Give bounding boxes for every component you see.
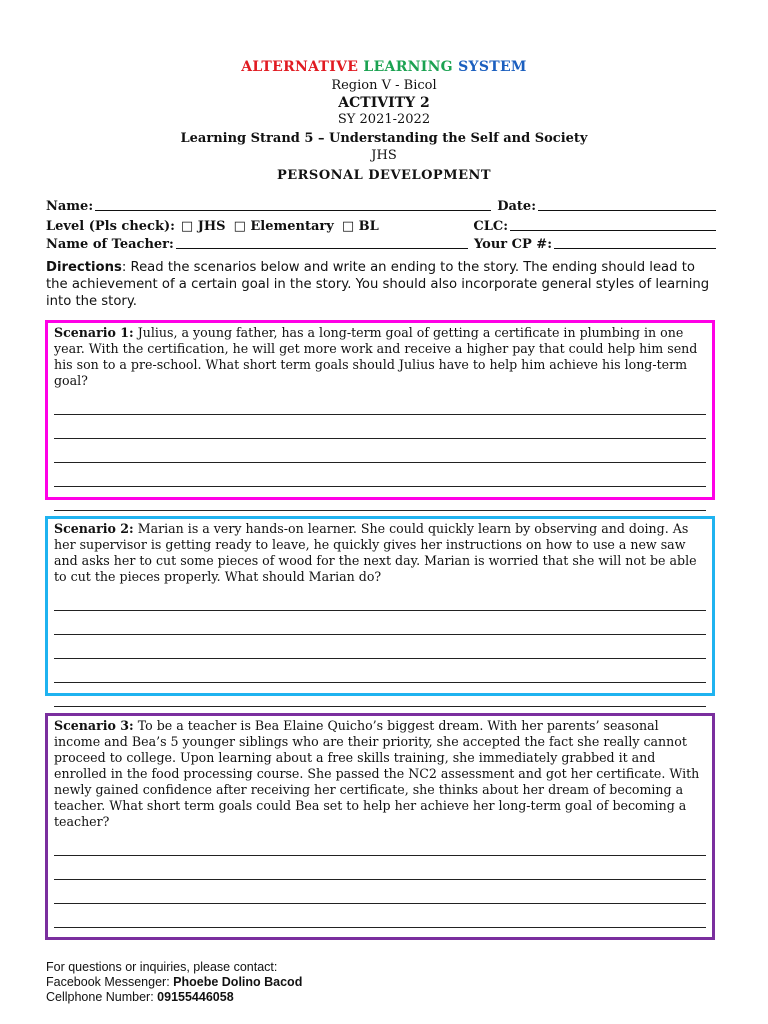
title-word-system: SYSTEM xyxy=(458,59,527,75)
document-header xyxy=(0,56,768,164)
scenario-1-text xyxy=(54,325,706,389)
answer-line[interactable] xyxy=(54,683,706,707)
answer-line[interactable] xyxy=(54,856,706,880)
name-date-row xyxy=(46,196,716,214)
phone-label: Cellphone Number: xyxy=(46,990,158,1004)
phone-line xyxy=(46,990,302,1005)
level-option-bl[interactable]: □ BL xyxy=(341,219,379,234)
level-label: Level (Pls check): xyxy=(46,219,175,234)
answer-line[interactable] xyxy=(54,832,706,856)
school-year: SY 2021-2022 xyxy=(337,112,431,127)
answer-line[interactable] xyxy=(54,439,706,463)
date-label: Date: xyxy=(497,199,536,214)
clc-field[interactable] xyxy=(510,229,716,231)
scenario-3-label: Scenario 3: xyxy=(54,718,134,733)
scenario-1-label: Scenario 1: xyxy=(54,325,134,340)
program-title xyxy=(0,56,768,78)
teacher-field[interactable] xyxy=(176,247,468,249)
scenario-1-box xyxy=(45,320,715,500)
scenario-2-label: Scenario 2: xyxy=(54,521,134,536)
title-word-learning: LEARNING xyxy=(363,59,453,75)
answer-line[interactable] xyxy=(54,611,706,635)
date-field[interactable] xyxy=(538,209,716,211)
answer-line[interactable] xyxy=(54,487,706,511)
answer-line[interactable] xyxy=(54,880,706,904)
title-word-alternative: ALTERNATIVE xyxy=(241,59,359,75)
answer-line[interactable] xyxy=(54,463,706,487)
scenario-3-text xyxy=(54,718,706,830)
answer-line[interactable] xyxy=(54,904,706,928)
phone-number: 09155446058 xyxy=(157,990,234,1004)
messenger-line xyxy=(46,975,302,990)
name-field[interactable] xyxy=(95,209,491,211)
level-clc-row xyxy=(46,216,716,234)
directions-label: Directions xyxy=(46,260,122,275)
section-title: PERSONAL DEVELOPMENT xyxy=(276,168,492,183)
directions xyxy=(46,259,720,310)
scenario-1-answer-lines[interactable] xyxy=(54,391,706,511)
messenger-label: Facebook Messenger: xyxy=(46,975,174,989)
level-option-elementary[interactable]: □ Elementary xyxy=(233,219,334,234)
answer-line[interactable] xyxy=(54,635,706,659)
answer-line[interactable] xyxy=(54,587,706,611)
cp-field[interactable] xyxy=(554,247,716,249)
teacher-label: Name of Teacher: xyxy=(46,237,174,252)
name-label: Name: xyxy=(46,199,94,214)
directions-text: : Read the scenarios below and write an ending to the story. The ending should lead to the achievement of a certain goal in the story. You should also incorporate general styles of learning into the story. xyxy=(46,260,710,309)
scenario-2-answer-lines[interactable] xyxy=(54,587,706,707)
scenario-2-box xyxy=(45,516,715,696)
scenario-3-box xyxy=(45,713,715,940)
scenario-1-body: Julius, a young father, has a long-term goal of getting a certificate in plumbing in one year. With the certification, he will get more work and receive a higher pay that could help him send his son to a pre-school. What short term goals should Julius have to help him achieve his long-term goal? xyxy=(54,325,698,388)
scenario-2-body: Marian is a very hands-on learner. She could quickly learn by observing and doing. As her supervisor is getting ready to leave, he quickly gives her instructions on how to use a new saw and asks her to cut some pieces of wood for the next day. Marian is worried that she will not be able to cut the pieces properly. What should Marian do? xyxy=(54,521,697,584)
contact-footer xyxy=(46,960,302,1005)
answer-line[interactable] xyxy=(54,391,706,415)
level-option-jhs[interactable]: □ JHS xyxy=(180,219,226,234)
clc-label: CLC: xyxy=(473,219,508,234)
contact-intro: For questions or inquiries, please contact: xyxy=(46,960,278,974)
teacher-cp-row xyxy=(46,234,716,252)
region-line: Region V - Bicol xyxy=(331,78,437,93)
cp-label: Your CP #: xyxy=(474,237,552,252)
answer-line[interactable] xyxy=(54,415,706,439)
messenger-name: Phoebe Dolino Bacod xyxy=(173,975,303,989)
scenario-3-body: To be a teacher is Bea Elaine Quicho’s biggest dream. With her parents’ seasonal income and Bea’s 5 younger siblings who are their priority, she accepted the fact she really cannot proceed to college. Upon learning about a free skills training, she immediately grabbed it and enrolled in the food processing course. She passed the NC2 assessment and got her certificate. With newly gained confidence after receiving her certificate, she thinks about her dream of becoming a teacher. What short term goals could Bea set to help her achieve her long-term goal of becoming a teacher? xyxy=(54,718,700,829)
scenario-3-answer-lines[interactable] xyxy=(54,832,706,928)
level-line: JHS xyxy=(371,148,397,163)
scenario-2-text xyxy=(54,521,706,585)
activity-title: ACTIVITY 2 xyxy=(338,95,430,111)
answer-line[interactable] xyxy=(54,659,706,683)
student-info-form xyxy=(46,196,716,252)
learning-strand: Learning Strand 5 – Understanding the Self and Society xyxy=(180,131,588,146)
